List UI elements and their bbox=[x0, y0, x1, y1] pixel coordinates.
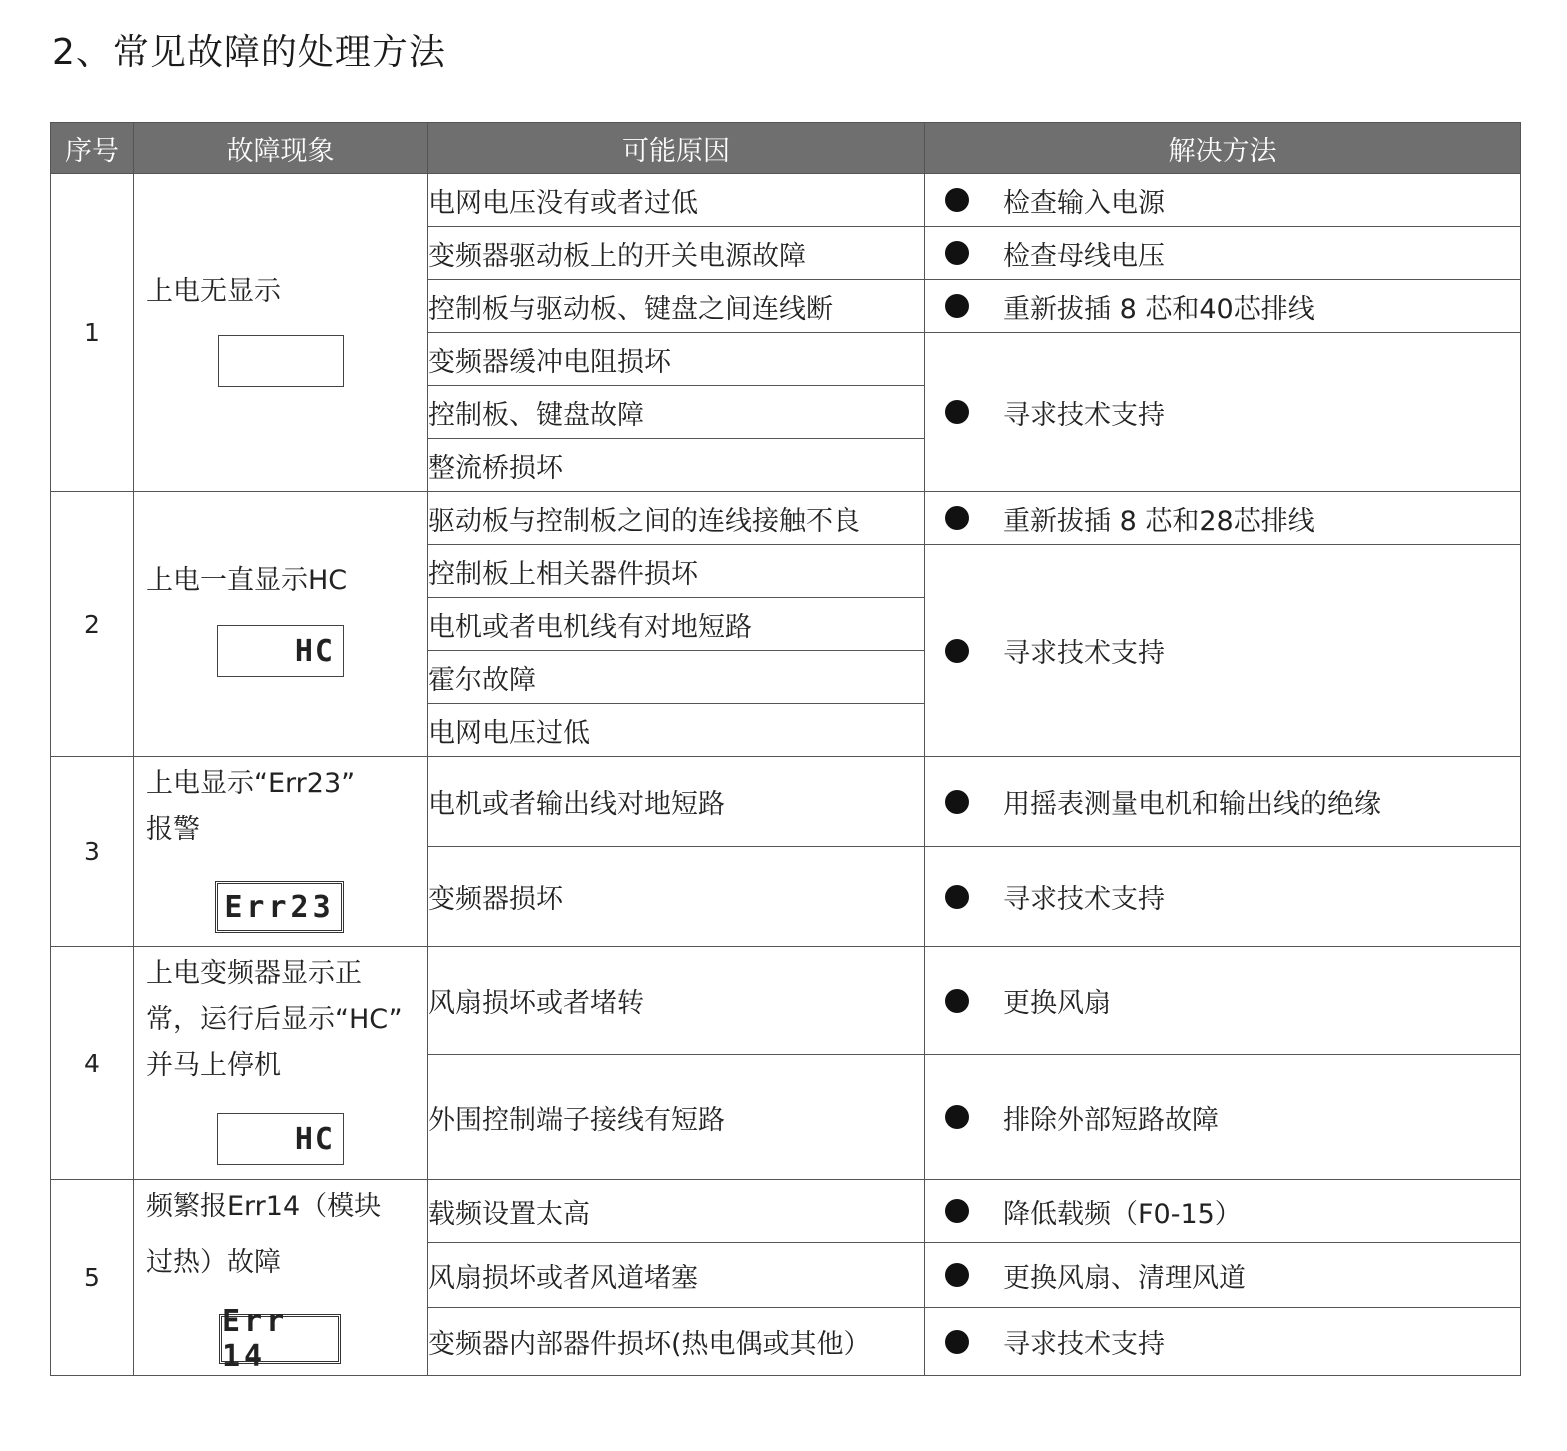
symptom-cell bbox=[134, 1180, 428, 1376]
cause-cell: 电机或者电机线有对地短路 bbox=[428, 598, 925, 651]
bullet-icon bbox=[945, 1199, 969, 1223]
bullet-icon bbox=[945, 1263, 969, 1287]
cause-cell: 电网电压没有或者过低 bbox=[428, 174, 925, 227]
bullet-icon bbox=[945, 1330, 969, 1354]
solution-text: 重新拔插 8 芯和28芯排线 bbox=[1003, 505, 1315, 537]
cause-cell: 驱动板与控制板之间的连线接触不良 bbox=[428, 492, 925, 545]
cause-cell: 外围控制端子接线有短路 bbox=[428, 1055, 925, 1180]
bullet-icon bbox=[945, 885, 969, 909]
solution-cell bbox=[925, 947, 1521, 1055]
solution-text: 寻求技术支持 bbox=[1003, 1329, 1165, 1360]
table-header-row bbox=[51, 123, 1521, 174]
solution-text: 寻求技术支持 bbox=[1003, 884, 1165, 915]
symptom-cell bbox=[134, 947, 428, 1180]
solution-text: 排除外部短路故障 bbox=[1003, 1104, 1219, 1136]
lcd-display: HC bbox=[217, 1113, 344, 1165]
solution-text: 更换风扇、清理风道 bbox=[1003, 1262, 1246, 1294]
symptom-cell bbox=[134, 174, 428, 492]
table-row bbox=[51, 174, 1521, 227]
row-number: 3 bbox=[51, 757, 134, 947]
bullet-icon bbox=[945, 989, 969, 1013]
header-cause: 可能原因 bbox=[428, 123, 925, 174]
solution-text: 检查输入电源 bbox=[1003, 187, 1165, 219]
symptom-text: 上电一直显示HC bbox=[146, 565, 348, 596]
solution-text: 降低载频（F0-15） bbox=[1003, 1198, 1242, 1230]
cause-cell: 电机或者输出线对地短路 bbox=[428, 757, 925, 847]
solution-text: 检查母线电压 bbox=[1003, 240, 1165, 272]
symptom-text: 上电显示“Err23” bbox=[146, 768, 356, 799]
solution-cell bbox=[925, 1180, 1521, 1243]
fault-table bbox=[50, 122, 1521, 1376]
cause-cell: 变频器缓冲电阻损坏 bbox=[428, 333, 925, 386]
header-solution: 解决方法 bbox=[925, 123, 1521, 174]
cause-cell: 载频设置太高 bbox=[428, 1180, 925, 1243]
symptom-cell bbox=[134, 492, 428, 757]
solution-cell bbox=[925, 1308, 1521, 1376]
solution-cell bbox=[925, 174, 1521, 227]
solution-cell bbox=[925, 280, 1521, 333]
bullet-icon bbox=[945, 400, 969, 424]
solution-cell bbox=[925, 227, 1521, 280]
table-row bbox=[51, 757, 1521, 847]
symptom-cell bbox=[134, 757, 428, 947]
bullet-icon bbox=[945, 790, 969, 814]
cause-cell: 整流桥损坏 bbox=[428, 439, 925, 492]
table-row bbox=[51, 1180, 1521, 1243]
cause-cell: 变频器驱动板上的开关电源故障 bbox=[428, 227, 925, 280]
table-row bbox=[51, 947, 1521, 1055]
lcd-display: HC bbox=[217, 625, 344, 677]
cause-cell: 霍尔故障 bbox=[428, 651, 925, 704]
bullet-icon bbox=[945, 639, 969, 663]
bullet-icon bbox=[945, 1105, 969, 1129]
solution-cell bbox=[925, 1243, 1521, 1308]
row-number: 5 bbox=[51, 1180, 134, 1376]
lcd-display: Err23 bbox=[215, 881, 344, 933]
row-number: 4 bbox=[51, 947, 134, 1180]
solution-cell bbox=[925, 1055, 1521, 1180]
cause-cell: 风扇损坏或者风道堵塞 bbox=[428, 1243, 925, 1308]
table-row bbox=[51, 492, 1521, 545]
section-title: 2、常见故障的处理方法 bbox=[52, 32, 446, 73]
symptom-text: 报警 bbox=[146, 814, 200, 845]
cause-cell: 风扇损坏或者堵转 bbox=[428, 947, 925, 1055]
row-number: 2 bbox=[51, 492, 134, 757]
solution-text: 寻求技术支持 bbox=[1003, 638, 1165, 669]
row-number: 1 bbox=[51, 174, 134, 492]
lcd-display: Err 14 bbox=[219, 1314, 341, 1364]
cause-cell: 变频器损坏 bbox=[428, 847, 925, 947]
bullet-icon bbox=[945, 506, 969, 530]
symptom-text: 并马上停机 bbox=[146, 1050, 281, 1081]
cause-cell: 控制板、键盘故障 bbox=[428, 386, 925, 439]
bullet-icon bbox=[945, 241, 969, 265]
solution-text: 用摇表测量电机和输出线的绝缘 bbox=[1003, 789, 1381, 820]
header-symptom: 故障现象 bbox=[134, 123, 428, 174]
lcd-display bbox=[218, 335, 344, 387]
solution-cell bbox=[925, 545, 1521, 757]
symptom-text: 频繁报Err14（模块 bbox=[146, 1191, 382, 1222]
bullet-icon bbox=[945, 188, 969, 212]
symptom-text: 常，运行后显示“HC” bbox=[146, 1004, 403, 1035]
bullet-icon bbox=[945, 294, 969, 318]
solution-text: 更换风扇 bbox=[1003, 988, 1111, 1019]
solution-cell bbox=[925, 847, 1521, 947]
symptom-text: 上电无显示 bbox=[146, 276, 281, 307]
symptom-text: 过热）故障 bbox=[146, 1247, 281, 1278]
solution-cell bbox=[925, 757, 1521, 847]
header-no: 序号 bbox=[51, 123, 134, 174]
solution-cell bbox=[925, 492, 1521, 545]
solution-text: 重新拔插 8 芯和40芯排线 bbox=[1003, 293, 1315, 325]
cause-cell: 控制板与驱动板、键盘之间连线断 bbox=[428, 280, 925, 333]
cause-cell: 控制板上相关器件损坏 bbox=[428, 545, 925, 598]
solution-text: 寻求技术支持 bbox=[1003, 399, 1165, 431]
cause-cell: 变频器内部器件损坏(热电偶或其他） bbox=[428, 1308, 925, 1376]
symptom-text: 上电变频器显示正 bbox=[146, 958, 362, 989]
cause-cell: 电网电压过低 bbox=[428, 704, 925, 757]
solution-cell bbox=[925, 333, 1521, 492]
